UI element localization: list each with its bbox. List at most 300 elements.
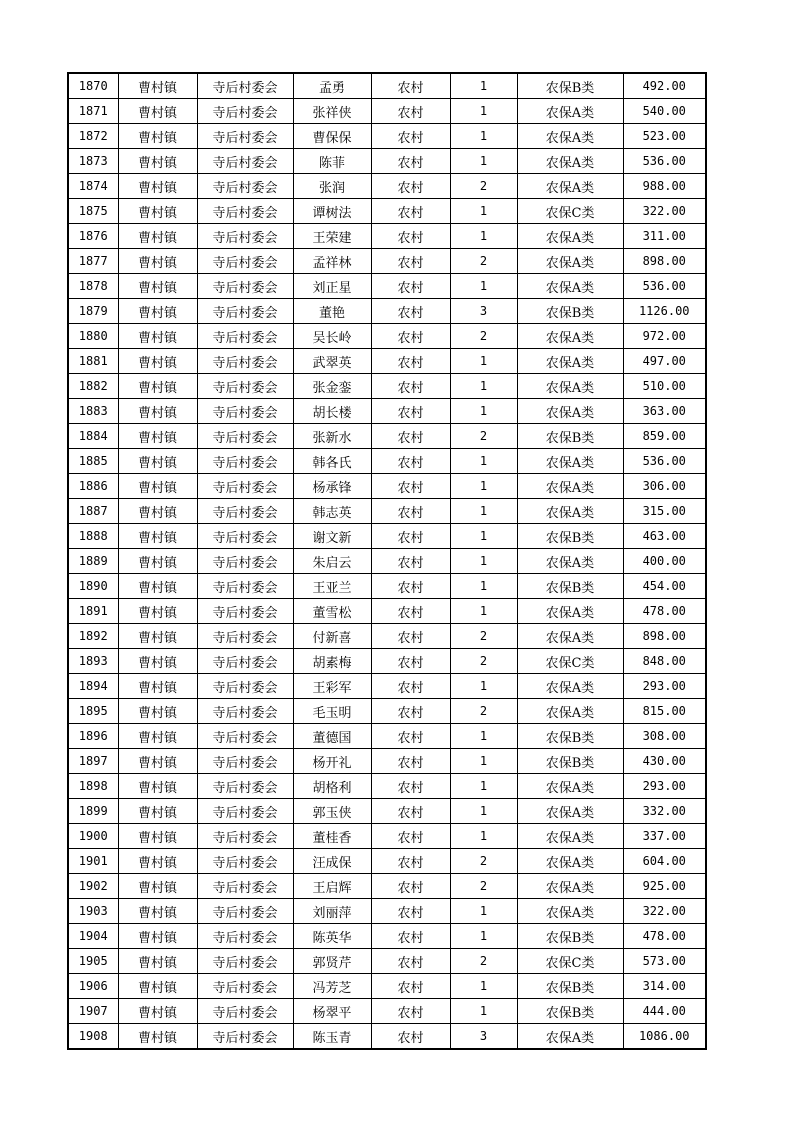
- household-size-cell: 2: [450, 849, 517, 874]
- household-size-cell: 2: [450, 249, 517, 274]
- row-number-cell: 1893: [68, 649, 118, 674]
- amount-cell: 463.00: [623, 524, 706, 549]
- village-committee-cell: 寺后村委会: [197, 299, 293, 324]
- row-number-cell: 1899: [68, 799, 118, 824]
- area-type-cell: 农村: [371, 674, 450, 699]
- table-row: [68, 249, 706, 274]
- area-type-cell: 农村: [371, 524, 450, 549]
- area-type-cell: 农村: [371, 1024, 450, 1050]
- table-row: [68, 374, 706, 399]
- household-size-cell: 2: [450, 624, 517, 649]
- area-type-cell: 农村: [371, 774, 450, 799]
- town-cell: 曹村镇: [118, 274, 197, 299]
- town-cell: 曹村镇: [118, 424, 197, 449]
- assistance-table: [67, 72, 707, 1050]
- table-row: [68, 649, 706, 674]
- town-cell: 曹村镇: [118, 73, 197, 99]
- category-cell: 农保A类: [517, 824, 623, 849]
- row-number-cell: 1906: [68, 974, 118, 999]
- category-cell: 农保B类: [517, 73, 623, 99]
- household-size-cell: 1: [450, 924, 517, 949]
- name-cell: 武翠英: [293, 349, 371, 374]
- area-type-cell: 农村: [371, 699, 450, 724]
- area-type-cell: 农村: [371, 199, 450, 224]
- table-row: [68, 849, 706, 874]
- town-cell: 曹村镇: [118, 524, 197, 549]
- table-row: [68, 974, 706, 999]
- category-cell: 农保B类: [517, 749, 623, 774]
- name-cell: 胡长楼: [293, 399, 371, 424]
- town-cell: 曹村镇: [118, 649, 197, 674]
- table-row: [68, 399, 706, 424]
- name-cell: 陈英华: [293, 924, 371, 949]
- row-number-cell: 1885: [68, 449, 118, 474]
- name-cell: 杨承锋: [293, 474, 371, 499]
- town-cell: 曹村镇: [118, 174, 197, 199]
- area-type-cell: 农村: [371, 424, 450, 449]
- category-cell: 农保A类: [517, 599, 623, 624]
- name-cell: 杨开礼: [293, 749, 371, 774]
- area-type-cell: 农村: [371, 649, 450, 674]
- row-number-cell: 1874: [68, 174, 118, 199]
- amount-cell: 510.00: [623, 374, 706, 399]
- village-committee-cell: 寺后村委会: [197, 774, 293, 799]
- household-size-cell: 1: [450, 124, 517, 149]
- area-type-cell: 农村: [371, 399, 450, 424]
- amount-cell: 898.00: [623, 624, 706, 649]
- table-row: [68, 424, 706, 449]
- row-number-cell: 1903: [68, 899, 118, 924]
- table-row: [68, 799, 706, 824]
- amount-cell: 848.00: [623, 649, 706, 674]
- table-row: [68, 674, 706, 699]
- name-cell: 汪成保: [293, 849, 371, 874]
- amount-cell: 988.00: [623, 174, 706, 199]
- household-size-cell: 2: [450, 874, 517, 899]
- table-row: [68, 874, 706, 899]
- category-cell: 农保A类: [517, 774, 623, 799]
- row-number-cell: 1908: [68, 1024, 118, 1050]
- amount-cell: 1126.00: [623, 299, 706, 324]
- household-size-cell: 1: [450, 974, 517, 999]
- category-cell: 农保A类: [517, 449, 623, 474]
- name-cell: 张润: [293, 174, 371, 199]
- table-row: [68, 924, 706, 949]
- village-committee-cell: 寺后村委会: [197, 574, 293, 599]
- table-row: [68, 199, 706, 224]
- category-cell: 农保A类: [517, 249, 623, 274]
- table-row: [68, 624, 706, 649]
- village-committee-cell: 寺后村委会: [197, 524, 293, 549]
- category-cell: 农保B类: [517, 974, 623, 999]
- town-cell: 曹村镇: [118, 749, 197, 774]
- village-committee-cell: 寺后村委会: [197, 1024, 293, 1050]
- village-committee-cell: 寺后村委会: [197, 249, 293, 274]
- table-row: [68, 949, 706, 974]
- town-cell: 曹村镇: [118, 874, 197, 899]
- name-cell: 付新喜: [293, 624, 371, 649]
- amount-cell: 293.00: [623, 674, 706, 699]
- name-cell: 董艳: [293, 299, 371, 324]
- category-cell: 农保B类: [517, 724, 623, 749]
- row-number-cell: 1882: [68, 374, 118, 399]
- category-cell: 农保A类: [517, 799, 623, 824]
- household-size-cell: 3: [450, 299, 517, 324]
- name-cell: 韩志英: [293, 499, 371, 524]
- row-number-cell: 1871: [68, 99, 118, 124]
- village-committee-cell: 寺后村委会: [197, 399, 293, 424]
- name-cell: 陈玉青: [293, 1024, 371, 1050]
- area-type-cell: 农村: [371, 599, 450, 624]
- name-cell: 胡格利: [293, 774, 371, 799]
- town-cell: 曹村镇: [118, 899, 197, 924]
- town-cell: 曹村镇: [118, 624, 197, 649]
- amount-cell: 815.00: [623, 699, 706, 724]
- area-type-cell: 农村: [371, 449, 450, 474]
- amount-cell: 454.00: [623, 574, 706, 599]
- town-cell: 曹村镇: [118, 224, 197, 249]
- village-committee-cell: 寺后村委会: [197, 474, 293, 499]
- village-committee-cell: 寺后村委会: [197, 799, 293, 824]
- household-size-cell: 1: [450, 199, 517, 224]
- row-number-cell: 1907: [68, 999, 118, 1024]
- table-row: [68, 774, 706, 799]
- category-cell: 农保A类: [517, 349, 623, 374]
- table-row: [68, 174, 706, 199]
- town-cell: 曹村镇: [118, 1024, 197, 1050]
- row-number-cell: 1879: [68, 299, 118, 324]
- row-number-cell: 1872: [68, 124, 118, 149]
- town-cell: 曹村镇: [118, 799, 197, 824]
- town-cell: 曹村镇: [118, 249, 197, 274]
- name-cell: 王荣建: [293, 224, 371, 249]
- village-committee-cell: 寺后村委会: [197, 699, 293, 724]
- row-number-cell: 1889: [68, 549, 118, 574]
- category-cell: 农保B类: [517, 924, 623, 949]
- area-type-cell: 农村: [371, 549, 450, 574]
- village-committee-cell: 寺后村委会: [197, 674, 293, 699]
- town-cell: 曹村镇: [118, 849, 197, 874]
- town-cell: 曹村镇: [118, 374, 197, 399]
- table-row: [68, 699, 706, 724]
- name-cell: 吴长岭: [293, 324, 371, 349]
- table-row: [68, 899, 706, 924]
- town-cell: 曹村镇: [118, 124, 197, 149]
- name-cell: 孟勇: [293, 73, 371, 99]
- household-size-cell: 1: [450, 224, 517, 249]
- household-size-cell: 1: [450, 549, 517, 574]
- category-cell: 农保A类: [517, 99, 623, 124]
- town-cell: 曹村镇: [118, 324, 197, 349]
- category-cell: 农保A类: [517, 174, 623, 199]
- household-size-cell: 1: [450, 524, 517, 549]
- row-number-cell: 1904: [68, 924, 118, 949]
- amount-cell: 925.00: [623, 874, 706, 899]
- area-type-cell: 农村: [371, 574, 450, 599]
- household-size-cell: 1: [450, 499, 517, 524]
- amount-cell: 322.00: [623, 199, 706, 224]
- name-cell: 董德国: [293, 724, 371, 749]
- amount-cell: 337.00: [623, 824, 706, 849]
- household-size-cell: 2: [450, 699, 517, 724]
- name-cell: 胡素梅: [293, 649, 371, 674]
- amount-cell: 478.00: [623, 924, 706, 949]
- amount-cell: 478.00: [623, 599, 706, 624]
- name-cell: 刘丽萍: [293, 899, 371, 924]
- area-type-cell: 农村: [371, 949, 450, 974]
- category-cell: 农保C类: [517, 949, 623, 974]
- name-cell: 曹保保: [293, 124, 371, 149]
- category-cell: 农保A类: [517, 499, 623, 524]
- amount-cell: 497.00: [623, 349, 706, 374]
- amount-cell: 322.00: [623, 899, 706, 924]
- name-cell: 陈菲: [293, 149, 371, 174]
- name-cell: 王彩军: [293, 674, 371, 699]
- area-type-cell: 农村: [371, 499, 450, 524]
- name-cell: 孟祥林: [293, 249, 371, 274]
- area-type-cell: 农村: [371, 224, 450, 249]
- village-committee-cell: 寺后村委会: [197, 624, 293, 649]
- town-cell: 曹村镇: [118, 549, 197, 574]
- row-number-cell: 1895: [68, 699, 118, 724]
- town-cell: 曹村镇: [118, 399, 197, 424]
- table-row: [68, 99, 706, 124]
- category-cell: 农保A类: [517, 124, 623, 149]
- table-row: [68, 274, 706, 299]
- category-cell: 农保A类: [517, 474, 623, 499]
- name-cell: 张新水: [293, 424, 371, 449]
- row-number-cell: 1905: [68, 949, 118, 974]
- household-size-cell: 3: [450, 1024, 517, 1050]
- village-committee-cell: 寺后村委会: [197, 899, 293, 924]
- category-cell: 农保A类: [517, 149, 623, 174]
- household-size-cell: 1: [450, 824, 517, 849]
- amount-cell: 363.00: [623, 399, 706, 424]
- area-type-cell: 农村: [371, 999, 450, 1024]
- town-cell: 曹村镇: [118, 449, 197, 474]
- name-cell: 谢文新: [293, 524, 371, 549]
- village-committee-cell: 寺后村委会: [197, 999, 293, 1024]
- area-type-cell: 农村: [371, 149, 450, 174]
- row-number-cell: 1898: [68, 774, 118, 799]
- village-committee-cell: 寺后村委会: [197, 99, 293, 124]
- amount-cell: 898.00: [623, 249, 706, 274]
- amount-cell: 536.00: [623, 149, 706, 174]
- amount-cell: 306.00: [623, 474, 706, 499]
- village-committee-cell: 寺后村委会: [197, 199, 293, 224]
- village-committee-cell: 寺后村委会: [197, 649, 293, 674]
- area-type-cell: 农村: [371, 99, 450, 124]
- category-cell: 农保B类: [517, 999, 623, 1024]
- town-cell: 曹村镇: [118, 724, 197, 749]
- amount-cell: 540.00: [623, 99, 706, 124]
- village-committee-cell: 寺后村委会: [197, 849, 293, 874]
- category-cell: 农保B类: [517, 299, 623, 324]
- area-type-cell: 农村: [371, 749, 450, 774]
- category-cell: 农保A类: [517, 549, 623, 574]
- amount-cell: 444.00: [623, 999, 706, 1024]
- amount-cell: 308.00: [623, 724, 706, 749]
- table-row: [68, 1024, 706, 1050]
- name-cell: 王启辉: [293, 874, 371, 899]
- name-cell: 董雪松: [293, 599, 371, 624]
- area-type-cell: 农村: [371, 799, 450, 824]
- household-size-cell: 1: [450, 674, 517, 699]
- name-cell: 朱启云: [293, 549, 371, 574]
- category-cell: 农保B类: [517, 524, 623, 549]
- row-number-cell: 1896: [68, 724, 118, 749]
- table-row: [68, 449, 706, 474]
- name-cell: 郭玉侠: [293, 799, 371, 824]
- village-committee-cell: 寺后村委会: [197, 149, 293, 174]
- household-size-cell: 2: [450, 324, 517, 349]
- category-cell: 农保A类: [517, 624, 623, 649]
- table-row: [68, 499, 706, 524]
- amount-cell: 430.00: [623, 749, 706, 774]
- area-type-cell: 农村: [371, 349, 450, 374]
- village-committee-cell: 寺后村委会: [197, 224, 293, 249]
- area-type-cell: 农村: [371, 874, 450, 899]
- village-committee-cell: 寺后村委会: [197, 349, 293, 374]
- area-type-cell: 农村: [371, 974, 450, 999]
- row-number-cell: 1877: [68, 249, 118, 274]
- area-type-cell: 农村: [371, 474, 450, 499]
- table-row: [68, 599, 706, 624]
- town-cell: 曹村镇: [118, 699, 197, 724]
- row-number-cell: 1892: [68, 624, 118, 649]
- category-cell: 农保A类: [517, 374, 623, 399]
- category-cell: 农保C类: [517, 649, 623, 674]
- name-cell: 韩各氏: [293, 449, 371, 474]
- name-cell: 王亚兰: [293, 574, 371, 599]
- amount-cell: 314.00: [623, 974, 706, 999]
- category-cell: 农保A类: [517, 899, 623, 924]
- household-size-cell: 1: [450, 724, 517, 749]
- village-committee-cell: 寺后村委会: [197, 374, 293, 399]
- category-cell: 农保C类: [517, 199, 623, 224]
- amount-cell: 492.00: [623, 73, 706, 99]
- area-type-cell: 农村: [371, 124, 450, 149]
- amount-cell: 536.00: [623, 449, 706, 474]
- town-cell: 曹村镇: [118, 149, 197, 174]
- category-cell: 农保A类: [517, 224, 623, 249]
- name-cell: 郭贤芹: [293, 949, 371, 974]
- table-row: [68, 574, 706, 599]
- row-number-cell: 1870: [68, 73, 118, 99]
- amount-cell: 536.00: [623, 274, 706, 299]
- household-size-cell: 1: [450, 774, 517, 799]
- table-row: [68, 999, 706, 1024]
- name-cell: 董桂香: [293, 824, 371, 849]
- amount-cell: 400.00: [623, 549, 706, 574]
- household-size-cell: 2: [450, 174, 517, 199]
- row-number-cell: 1891: [68, 599, 118, 624]
- amount-cell: 859.00: [623, 424, 706, 449]
- town-cell: 曹村镇: [118, 499, 197, 524]
- village-committee-cell: 寺后村委会: [197, 749, 293, 774]
- area-type-cell: 农村: [371, 249, 450, 274]
- table-row: [68, 524, 706, 549]
- household-size-cell: 1: [450, 574, 517, 599]
- village-committee-cell: 寺后村委会: [197, 949, 293, 974]
- village-committee-cell: 寺后村委会: [197, 499, 293, 524]
- category-cell: 农保A类: [517, 849, 623, 874]
- category-cell: 农保B类: [517, 574, 623, 599]
- table-row: [68, 749, 706, 774]
- row-number-cell: 1875: [68, 199, 118, 224]
- name-cell: 毛玉明: [293, 699, 371, 724]
- household-size-cell: 1: [450, 374, 517, 399]
- row-number-cell: 1887: [68, 499, 118, 524]
- household-size-cell: 1: [450, 73, 517, 99]
- household-size-cell: 1: [450, 399, 517, 424]
- household-size-cell: 1: [450, 474, 517, 499]
- row-number-cell: 1880: [68, 324, 118, 349]
- village-committee-cell: 寺后村委会: [197, 599, 293, 624]
- town-cell: 曹村镇: [118, 99, 197, 124]
- village-committee-cell: 寺后村委会: [197, 424, 293, 449]
- household-size-cell: 2: [450, 424, 517, 449]
- town-cell: 曹村镇: [118, 974, 197, 999]
- category-cell: 农保A类: [517, 399, 623, 424]
- name-cell: 谭树法: [293, 199, 371, 224]
- village-committee-cell: 寺后村委会: [197, 174, 293, 199]
- village-committee-cell: 寺后村委会: [197, 924, 293, 949]
- village-committee-cell: 寺后村委会: [197, 124, 293, 149]
- amount-cell: 293.00: [623, 774, 706, 799]
- household-size-cell: 1: [450, 799, 517, 824]
- name-cell: 张金銮: [293, 374, 371, 399]
- table-row: [68, 349, 706, 374]
- village-committee-cell: 寺后村委会: [197, 73, 293, 99]
- row-number-cell: 1890: [68, 574, 118, 599]
- household-size-cell: 2: [450, 649, 517, 674]
- village-committee-cell: 寺后村委会: [197, 974, 293, 999]
- table-row: [68, 299, 706, 324]
- table-row: [68, 124, 706, 149]
- amount-cell: 604.00: [623, 849, 706, 874]
- amount-cell: 315.00: [623, 499, 706, 524]
- village-committee-cell: 寺后村委会: [197, 824, 293, 849]
- row-number-cell: 1884: [68, 424, 118, 449]
- area-type-cell: 农村: [371, 624, 450, 649]
- name-cell: 杨翠平: [293, 999, 371, 1024]
- household-size-cell: 2: [450, 949, 517, 974]
- name-cell: 刘正星: [293, 274, 371, 299]
- row-number-cell: 1894: [68, 674, 118, 699]
- table-body: [68, 73, 706, 1049]
- area-type-cell: 农村: [371, 824, 450, 849]
- area-type-cell: 农村: [371, 174, 450, 199]
- amount-cell: 573.00: [623, 949, 706, 974]
- town-cell: 曹村镇: [118, 824, 197, 849]
- area-type-cell: 农村: [371, 324, 450, 349]
- area-type-cell: 农村: [371, 724, 450, 749]
- town-cell: 曹村镇: [118, 924, 197, 949]
- village-committee-cell: 寺后村委会: [197, 724, 293, 749]
- amount-cell: 523.00: [623, 124, 706, 149]
- village-committee-cell: 寺后村委会: [197, 449, 293, 474]
- row-number-cell: 1883: [68, 399, 118, 424]
- area-type-cell: 农村: [371, 73, 450, 99]
- amount-cell: 311.00: [623, 224, 706, 249]
- area-type-cell: 农村: [371, 899, 450, 924]
- household-size-cell: 1: [450, 749, 517, 774]
- household-size-cell: 1: [450, 999, 517, 1024]
- row-number-cell: 1881: [68, 349, 118, 374]
- town-cell: 曹村镇: [118, 199, 197, 224]
- name-cell: 张祥侠: [293, 99, 371, 124]
